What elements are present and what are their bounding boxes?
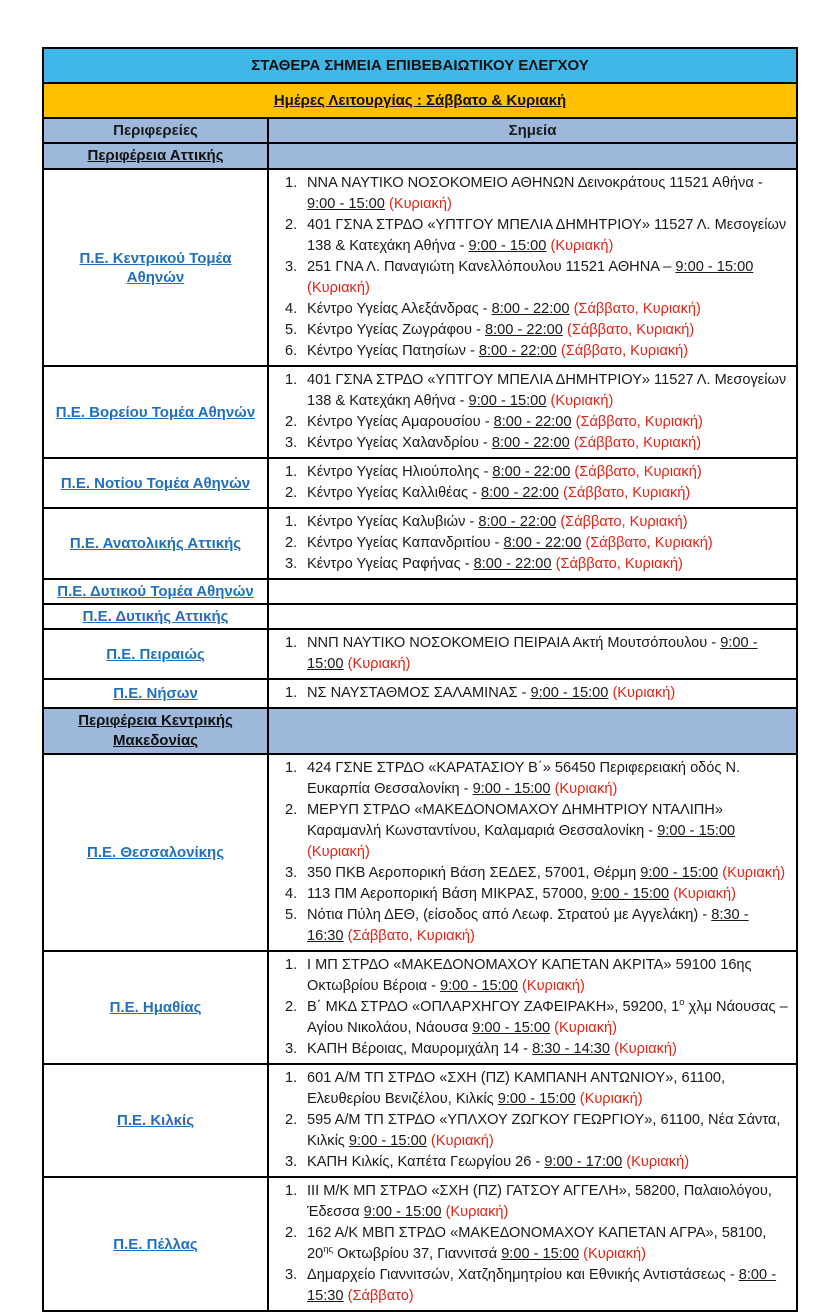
point-description <box>307 683 788 704</box>
point-text: Οκτωβρίου 37, Γιαννιτσά <box>333 1246 502 1262</box>
region-cell <box>44 1065 269 1176</box>
point-item <box>275 863 788 884</box>
region-row <box>44 367 796 459</box>
point-number: 1. <box>285 1070 298 1086</box>
point-text: 401 ΓΣΝΑ ΣΤΡΔΟ «ΥΠΤΓΟΥ ΜΠΕΛΙΑ ΔΗΜΗΤΡΙΟΥ» 11527 Λ. Μεσογείων 138 & Κατεχάκη Αθήνα - <box>307 372 787 409</box>
point-number: 1. <box>285 514 298 530</box>
point-text: 350 ΠΚΒ Αεροπορική Βάση ΣΕΔΕΣ, 57001, Θέρμη <box>307 865 641 881</box>
checkpoints-table <box>42 47 798 1312</box>
days-note-text: (Κυριακή) <box>673 886 737 902</box>
point-item <box>275 997 788 1039</box>
hours-text: 9:00 - 15:00 <box>640 865 719 881</box>
days-note-text: (Κυριακή) <box>347 656 411 672</box>
point-description <box>307 341 788 362</box>
region-row <box>44 1065 796 1178</box>
point-description <box>307 800 788 863</box>
hours-text: 8:00 - 22:00 <box>478 343 557 359</box>
days-note-text: (Σάββατο, Κυριακή) <box>560 514 688 530</box>
point-item <box>275 633 788 675</box>
region-link[interactable]: Π.Ε. Δυτικής Αττικής <box>82 608 229 625</box>
days-note-text: (Κυριακή) <box>430 1133 494 1149</box>
days-note-text: (Κυριακή) <box>550 238 614 254</box>
point-item <box>275 554 788 575</box>
point-description <box>307 462 788 483</box>
hours-text: 9:00 - 15:00 <box>501 1246 580 1262</box>
point-text: 424 ΓΣΝΕ ΣΤΡΔΟ «ΚΑΡΑΤΑΣΙΟΥ Β΄» 56450 Περιφερειακή οδός Ν. Ευκαρπία Θεσσαλονίκη - <box>307 760 741 797</box>
point-item <box>275 1223 788 1265</box>
hours-text: 8:00 - 15:30 <box>307 1267 777 1304</box>
point-number: 1. <box>285 464 298 480</box>
point-text: ΝΣ ΝΑΥΣΤΑΘΜΟΣ ΣΑΛΑΜΙΝΑΣ - <box>307 685 531 701</box>
days-note-text: (Σάββατο, Κυριακή) <box>555 556 683 572</box>
points-cell <box>269 952 796 1063</box>
points-cell <box>269 630 796 678</box>
point-item <box>275 370 788 412</box>
hours-text: 8:00 - 22:00 <box>473 556 552 572</box>
operating-days-banner <box>44 84 796 119</box>
days-note-text: (Κυριακή) <box>614 1041 677 1057</box>
point-item <box>275 884 788 905</box>
hours-text: 9:00 - 15:00 <box>530 685 609 701</box>
hours-text: 9:00 - 15:00 <box>468 393 547 409</box>
hours-text: 9:00 - 15:00 <box>472 781 551 797</box>
point-text: Κέντρο Υγείας Ζωγράφου - <box>307 322 485 338</box>
point-item <box>275 1181 788 1223</box>
point-description <box>307 533 788 554</box>
point-item <box>275 533 788 554</box>
hours-text: 8:00 - 22:00 <box>491 435 570 451</box>
point-description <box>307 483 788 504</box>
point-description <box>307 1265 788 1307</box>
days-note-text: (Σάββατο, Κυριακή) <box>566 322 695 338</box>
region-cell <box>44 755 269 950</box>
hours-text: 9:00 - 15:00 <box>675 259 754 275</box>
region-row <box>44 630 796 680</box>
region-cell <box>44 580 269 603</box>
point-number: 1. <box>285 175 298 191</box>
point-number: 2. <box>285 1225 298 1241</box>
point-text: Δημαρχείο Γιαννιτσών, Χατζηδημητρίου και Εθνικής Αντιστάσεως - <box>307 1267 739 1283</box>
point-description <box>307 863 788 884</box>
hours-text: 9:00 - 15:00 <box>591 886 670 902</box>
point-text: Κέντρο Υγείας Καπανδριτίου - <box>307 535 504 551</box>
point-item <box>275 257 788 299</box>
region-row <box>44 1178 796 1310</box>
region-cell <box>44 630 269 678</box>
days-note-text: (Κυριακή) <box>583 1246 646 1262</box>
point-number: 2. <box>285 802 298 818</box>
hours-text: 8:00 - 22:00 <box>478 514 557 530</box>
point-item <box>275 299 788 320</box>
region-link[interactable]: Π.Ε. Δυτικού Τομέα Αθηνών <box>57 583 254 600</box>
hours-text: 8:00 - 22:00 <box>481 485 559 501</box>
days-note-text: (Σάββατο, Κυριακή) <box>560 343 689 359</box>
hours-text: 8:00 - 22:00 <box>491 301 570 317</box>
points-cell <box>269 170 796 365</box>
region-link[interactable]: Π.Ε. Ανατολικής Αττικής <box>69 535 242 552</box>
days-note-text: (Σάββατο, Κυριακή) <box>575 414 703 430</box>
point-text: ΝΝΠ ΝΑΥΤΙΚΟ ΝΟΣΟΚΟΜΕΙΟ ΠΕΙΡΑΙΑ Ακτή Μουτσόπουλου - <box>307 635 721 651</box>
point-number: 2. <box>285 217 298 233</box>
table-body <box>44 144 796 1310</box>
days-note-text: (Κυριακή) <box>550 393 614 409</box>
point-item <box>275 412 788 433</box>
point-number: 1. <box>285 372 298 388</box>
point-text: Κέντρο Υγείας Καλυβιών - <box>307 514 479 530</box>
days-note-text: (Σάββατο, Κυριακή) <box>562 485 691 501</box>
point-number: 4. <box>285 301 298 317</box>
point-item <box>275 758 788 800</box>
point-text: Κέντρο Υγείας Καλλιθέας - <box>307 485 482 501</box>
point-description <box>307 173 788 215</box>
column-header-row <box>44 119 796 144</box>
days-note-text: (Κυριακή) <box>521 978 585 994</box>
point-item <box>275 1110 788 1152</box>
point-number: 3. <box>285 1041 298 1057</box>
region-cell <box>44 680 269 707</box>
hours-text: 9:00 - 15:00 <box>348 1133 427 1149</box>
point-number: 3. <box>285 1154 298 1170</box>
hours-text: 9:00 - 15:00 <box>468 238 547 254</box>
point-description <box>307 1110 788 1152</box>
point-number: 6. <box>285 343 298 359</box>
column-header-regions <box>44 119 269 142</box>
point-text: Β΄ ΜΚΔ ΣΤΡΔΟ «ΟΠΛΑΡΧΗΓΟΥ ΖΑΦΕΙΡΑΚΗ», 59200, 1 <box>307 999 680 1015</box>
section-header-cell <box>44 144 269 168</box>
point-description <box>307 1152 788 1173</box>
point-item <box>275 1068 788 1110</box>
point-text: 251 ΓΝΑ Λ. Παναγιώτη Κανελλόπουλου 11521 ΑΘΗΝΑ – <box>307 259 676 275</box>
superscript-text: ο <box>679 997 685 1009</box>
points-cell <box>269 709 796 753</box>
points-cell <box>269 509 796 578</box>
days-note-text: (Κυριακή) <box>307 844 370 860</box>
table-title-banner <box>44 49 796 84</box>
days-note-text: (Σάββατο, Κυριακή) <box>347 928 475 944</box>
point-description <box>307 257 788 299</box>
region-row <box>44 170 796 367</box>
region-row <box>44 680 796 709</box>
points-cell <box>269 755 796 950</box>
point-item <box>275 683 788 704</box>
points-cell <box>269 367 796 457</box>
region-cell <box>44 170 269 365</box>
point-text: Κέντρο Υγείας Αλεξάνδρας - <box>307 301 492 317</box>
hours-text: 8:30 - 14:30 <box>532 1041 611 1057</box>
point-text: ΙΙΙ Μ/Κ ΜΠ ΣΤΡΔΟ «ΣΧΗ (ΠΖ) ΓΑΤΣΟΥ ΑΓΓΕΛΗ», 58200, Παλαιολόγου, Έδεσσα <box>307 1183 772 1220</box>
point-description <box>307 1181 788 1223</box>
point-description <box>307 512 788 533</box>
point-description <box>307 370 788 412</box>
hours-text: 9:00 - 15:00 <box>363 1204 442 1220</box>
point-item <box>275 905 788 947</box>
point-number: 1. <box>285 957 298 973</box>
point-description <box>307 320 788 341</box>
point-description <box>307 412 788 433</box>
point-item <box>275 433 788 454</box>
point-item <box>275 215 788 257</box>
point-description <box>307 997 788 1039</box>
region-row <box>44 509 796 580</box>
point-text: ΚΑΠΗ Βέροιας, Μαυρομιχάλη 14 - <box>307 1041 533 1057</box>
points-cell <box>269 1065 796 1176</box>
point-text: Κέντρο Υγείας Ηλιούπολης - <box>307 464 493 480</box>
hours-text: 9:00 - 15:00 <box>657 823 736 839</box>
point-number: 1. <box>285 685 298 701</box>
table-title: ΣΤΑΘΕΡΑ ΣΗΜΕΙΑ ΕΠΙΒΕΒΑΙΩΤΙΚΟΥ ΕΛΕΓΧΟΥ <box>251 57 589 74</box>
point-description <box>307 215 788 257</box>
section-header-row <box>44 144 796 170</box>
superscript-text: ης <box>323 1244 334 1256</box>
point-number: 2. <box>285 414 298 430</box>
point-item <box>275 173 788 215</box>
point-number: 5. <box>285 907 298 923</box>
hours-text: 9:00 - 15:00 <box>307 635 758 672</box>
days-note-text: (Κυριακή) <box>445 1204 509 1220</box>
region-cell <box>44 1178 269 1310</box>
days-note-text: (Κυριακή) <box>388 196 452 212</box>
point-text: Κέντρο Υγείας Χαλανδρίου - <box>307 435 492 451</box>
column-header-points <box>269 119 796 142</box>
days-note-text: (Κυριακή) <box>554 781 618 797</box>
point-number: 3. <box>285 435 298 451</box>
days-note-text: (Σάββατο) <box>347 1288 414 1304</box>
region-row <box>44 459 796 509</box>
region-link[interactable]: Π.Ε. Βορείου Τομέα Αθηνών <box>55 403 256 421</box>
hours-text: 9:00 - 15:00 <box>440 978 518 994</box>
point-item <box>275 512 788 533</box>
point-text: χλμ Νάουσας – Αγίου Νικολάου, Νάουσα <box>307 999 788 1036</box>
region-row <box>44 605 796 630</box>
point-description <box>307 955 788 997</box>
point-description <box>307 299 788 320</box>
region-cell <box>44 605 269 628</box>
point-description <box>307 1039 788 1060</box>
point-item <box>275 483 788 504</box>
region-cell <box>44 509 269 578</box>
points-cell <box>269 605 796 628</box>
days-note-text: (Κυριακή) <box>612 685 676 701</box>
hours-text: 8:00 - 22:00 <box>492 464 571 480</box>
operating-days-label: Ημέρες Λειτουργίας : Σάββατο & Κυριακή <box>273 92 567 109</box>
point-text: Κέντρο Υγείας Αμαρουσίου - <box>307 414 494 430</box>
region-link[interactable]: Π.Ε. Νοτίου Τομέα Αθηνών <box>60 474 251 492</box>
point-item <box>275 1265 788 1307</box>
section-header-label: Περιφέρεια Κεντρικής Μακεδονίας <box>78 712 233 749</box>
point-text: 601 Α/Μ ΤΠ ΣΤΡΔΟ «ΣΧΗ (ΠΖ) ΚΑΜΠΑΝΗ ΑΝΤΩΝΙΟΥ», 61100, Ελευθερίου Βενιζέλου, Κιλκίς <box>307 1070 726 1107</box>
hours-text: 8:30 - 16:30 <box>307 907 749 944</box>
point-text: 162 Α/Κ ΜΒΠ ΣΤΡΔΟ «ΜΑΚΕΔΟΝΟΜΑΧΟΥ ΚΑΠΕΤΑΝ ΑΓΡΑ», 58100, 20 <box>307 1225 767 1262</box>
point-text: ΚΑΠΗ Κιλκίς, Καπέτα Γεωργίου 26 - <box>307 1154 545 1170</box>
section-header-label: Περιφέρεια Αττικής <box>87 147 224 164</box>
region-link[interactable]: Π.Ε. Θεσσαλονίκης <box>86 844 225 861</box>
points-cell <box>269 1178 796 1310</box>
points-cell <box>269 680 796 707</box>
point-item <box>275 800 788 863</box>
point-number: 2. <box>285 485 298 501</box>
point-text: 595 Α/Μ ΤΠ ΣΤΡΔΟ «ΥΠΛΧΟΥ ΖΩΓΚΟΥ ΓΕΩΡΓΙΟΥ», 61100, Νέα Σάντα, Κιλκίς <box>307 1112 781 1149</box>
point-text: Ι ΜΠ ΣΤΡΔΟ «ΜΑΚΕΔΟΝΟΜΑΧΟΥ ΚΑΠΕΤΑΝ ΑΚΡΙΤΑ» 59100 16ης Οκτωβρίου Βέροια - <box>307 957 752 994</box>
region-cell <box>44 367 269 457</box>
days-note-text: (Κυριακή) <box>626 1154 690 1170</box>
section-header-row <box>44 709 796 755</box>
days-note-text: (Σάββατο, Κυριακή) <box>573 301 701 317</box>
region-link[interactable]: Π.Ε. Κεντρικού Τομέα Αθηνών <box>79 249 232 286</box>
point-description <box>307 554 788 575</box>
point-text: Κέντρο Υγείας Πατησίων - <box>307 343 479 359</box>
point-text: Κέντρο Υγείας Ραφήνας - <box>307 556 474 572</box>
hours-text: 9:00 - 17:00 <box>544 1154 623 1170</box>
region-cell <box>44 459 269 507</box>
region-link[interactable]: Π.Ε. Ημαθίας <box>109 999 202 1016</box>
hours-text: 9:00 - 15:00 <box>307 196 385 212</box>
days-note-text: (Σάββατο, Κυριακή) <box>574 464 702 480</box>
point-number: 3. <box>285 259 298 275</box>
point-number: 3. <box>285 865 298 881</box>
point-number: 2. <box>285 999 298 1015</box>
days-note-text: (Κυριακή) <box>579 1091 643 1107</box>
days-note-text: (Σάββατο, Κυριακή) <box>573 435 702 451</box>
point-text: 401 ΓΣΝΑ ΣΤΡΔΟ «ΥΠΤΓΟΥ ΜΠΕΛΙΑ ΔΗΜΗΤΡΙΟΥ» 11527 Λ. Μεσογείων 138 & Κατεχάκη Αθήνα - <box>307 217 787 254</box>
point-number: 1. <box>285 635 298 651</box>
point-description <box>307 758 788 800</box>
section-header-cell <box>44 709 269 753</box>
point-description <box>307 905 788 947</box>
point-text: 113 ΠΜ Αεροπορική Βάση ΜΙΚΡΑΣ, 57000, <box>307 886 592 902</box>
point-description <box>307 433 788 454</box>
region-row <box>44 580 796 605</box>
point-number: 2. <box>285 535 298 551</box>
days-note-text: (Κυριακή) <box>307 280 370 296</box>
point-number: 3. <box>285 556 298 572</box>
point-number: 2. <box>285 1112 298 1128</box>
region-link[interactable]: Π.Ε. Κιλκίς <box>116 1112 194 1129</box>
points-cell <box>269 580 796 603</box>
point-text: Νότια Πύλη ΔΕΘ, (είσοδος από Λεωφ. Στρατού με Αγγελάκη) - <box>307 907 712 923</box>
point-number: 4. <box>285 886 298 902</box>
hours-text: 8:00 - 22:00 <box>503 535 582 551</box>
point-item <box>275 1152 788 1173</box>
point-item <box>275 341 788 362</box>
days-note-text: (Κυριακή) <box>554 1020 618 1036</box>
region-row <box>44 952 796 1065</box>
point-text: ΜΕΡΥΠ ΣΤΡΔΟ «ΜΑΚΕΔΟΝΟΜΑΧΟΥ ΔΗΜΗΤΡΙΟΥ ΝΤΑΛΙΠΗ» Καραμανλή Κωνσταντίνου, Καλαμαριά Θεσσαλονίκη - <box>307 802 723 839</box>
days-note-text: (Σάββατο, Κυριακή) <box>585 535 713 551</box>
regions-header-label: Περιφερείες <box>113 122 198 139</box>
hours-text: 8:00 - 22:00 <box>493 414 572 430</box>
hours-text: 8:00 - 22:00 <box>485 322 563 338</box>
point-item <box>275 955 788 997</box>
points-header-label: Σημεία <box>508 122 557 139</box>
point-text: ΝΝΑ ΝΑΥΤΙΚΟ ΝΟΣΟΚΟΜΕΙΟ ΑΘΗΝΩΝ Δεινοκράτους 11521 Αθήνα - <box>307 175 763 191</box>
hours-text: 9:00 - 15:00 <box>472 1020 551 1036</box>
point-description <box>307 1223 788 1265</box>
point-number: 1. <box>285 1183 298 1199</box>
points-cell <box>269 144 796 168</box>
point-description <box>307 1068 788 1110</box>
hours-text: 9:00 - 15:00 <box>497 1091 576 1107</box>
region-link[interactable]: Π.Ε. Πέλλας <box>113 1235 198 1253</box>
point-item <box>275 320 788 341</box>
region-row <box>44 755 796 952</box>
points-cell <box>269 459 796 507</box>
point-description <box>307 884 788 905</box>
region-cell <box>44 952 269 1063</box>
region-link[interactable]: Π.Ε. Νήσων <box>113 685 198 702</box>
point-item <box>275 1039 788 1060</box>
point-number: 1. <box>285 760 298 776</box>
point-number: 3. <box>285 1267 298 1283</box>
days-note-text: (Κυριακή) <box>722 865 786 881</box>
region-link[interactable]: Π.Ε. Πειραιώς <box>106 645 205 663</box>
point-number: 5. <box>285 322 298 338</box>
point-description <box>307 633 788 675</box>
point-item <box>275 462 788 483</box>
